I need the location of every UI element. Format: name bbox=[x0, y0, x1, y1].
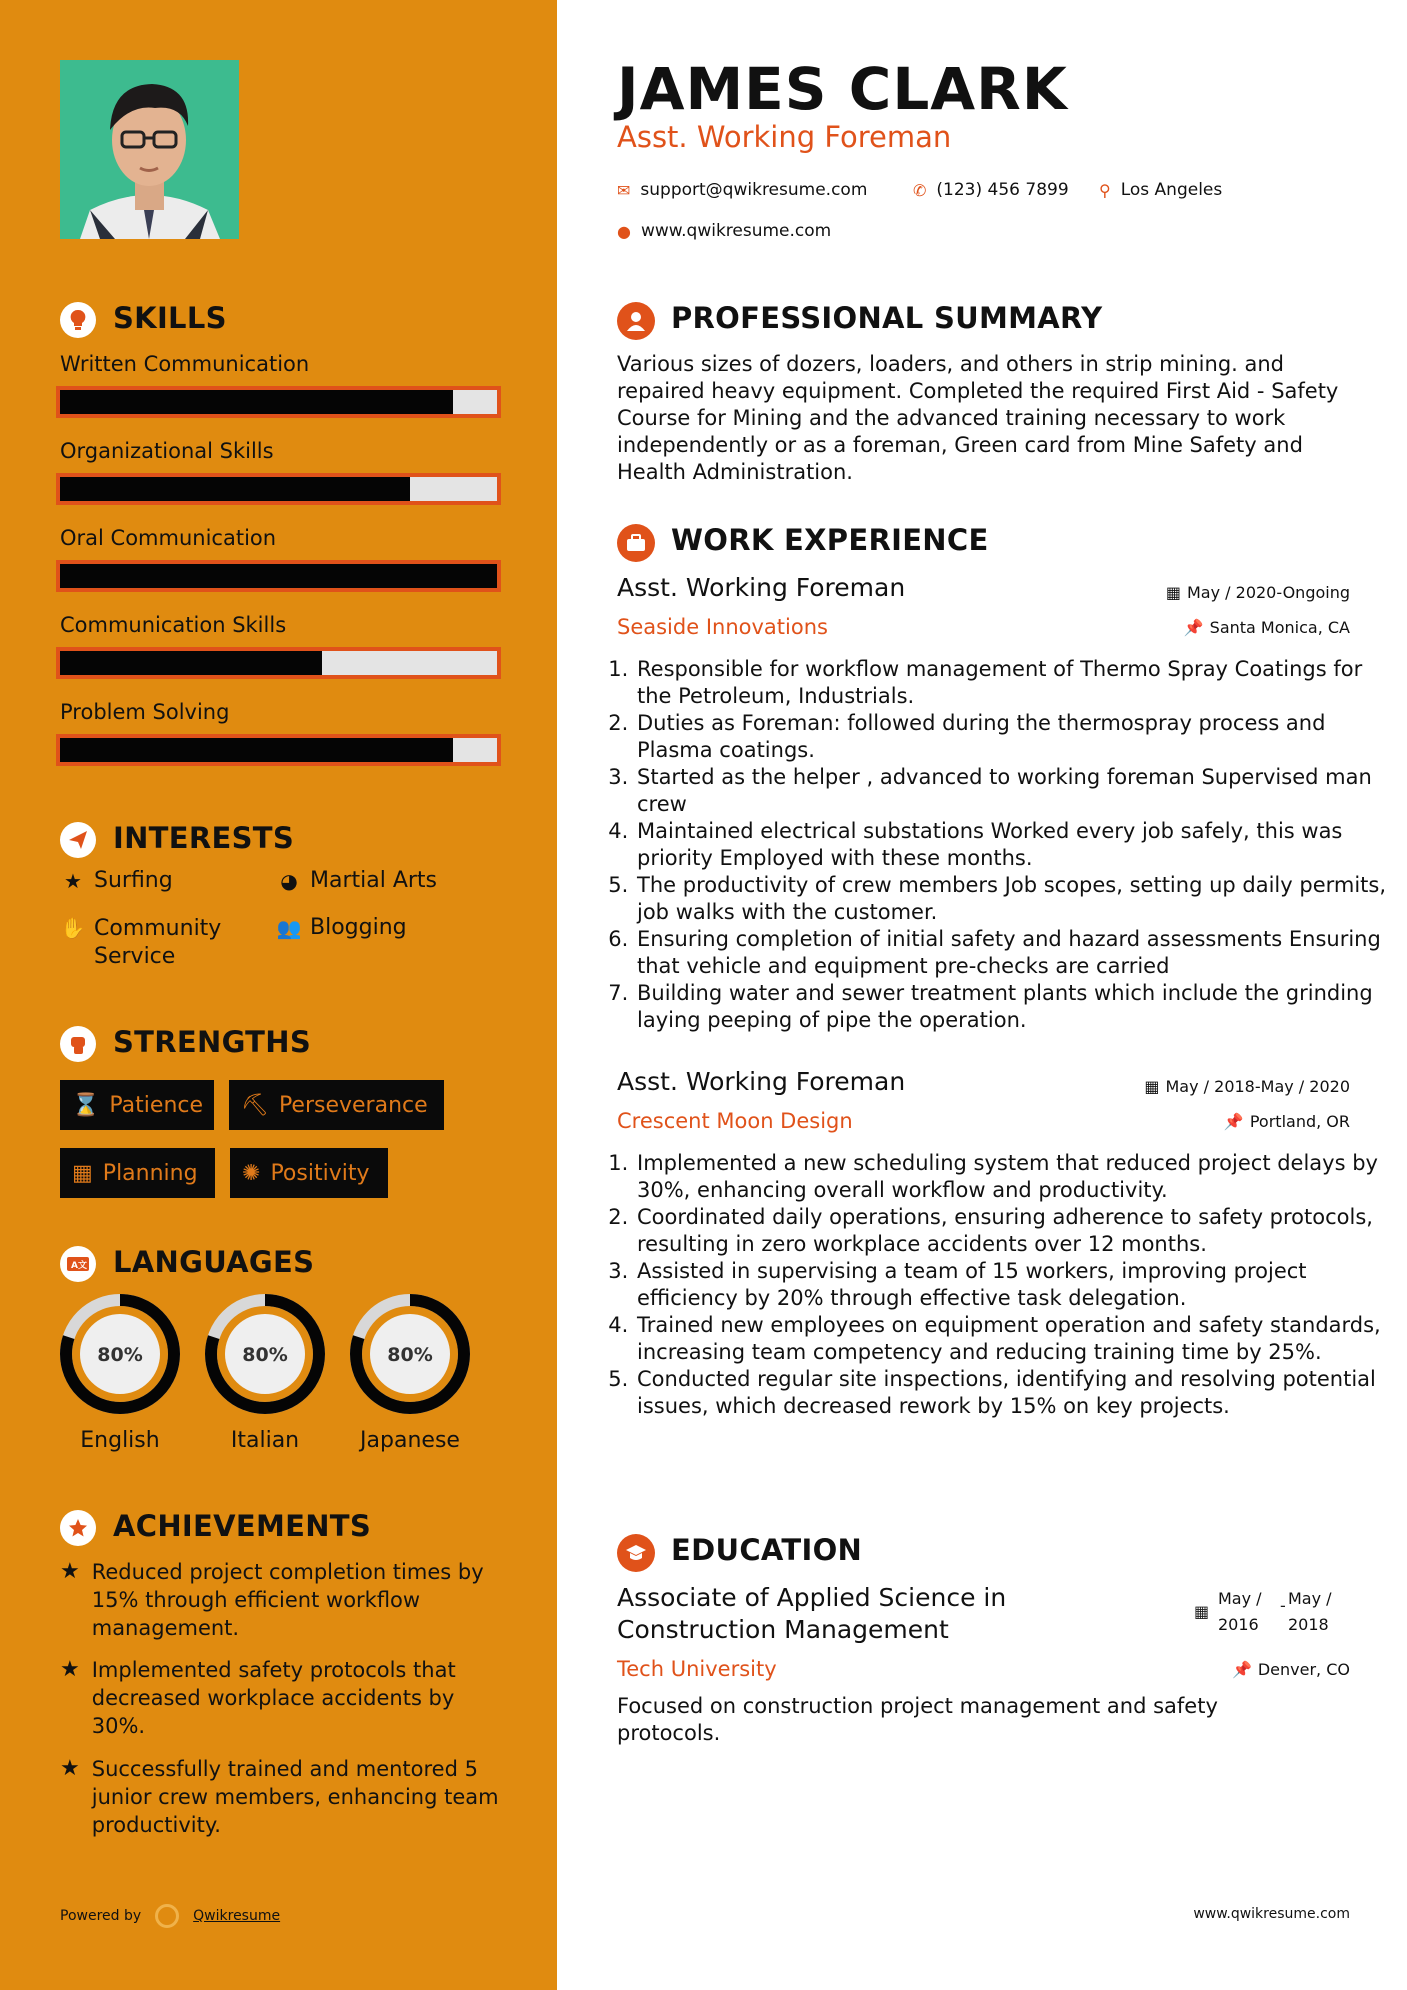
job-location-text: Santa Monica, CA bbox=[1209, 618, 1350, 637]
hourglass-icon: ⌛ bbox=[72, 1092, 100, 1118]
powered-by bbox=[60, 1904, 280, 1928]
contact-location bbox=[1099, 180, 1222, 200]
paper-plane-icon bbox=[60, 822, 96, 858]
job-location bbox=[1224, 1112, 1350, 1131]
achievement-item bbox=[60, 1755, 500, 1839]
calendar-icon: ▦ bbox=[1165, 583, 1181, 602]
hand-icon: ✋ bbox=[60, 916, 86, 940]
languages-heading: LANGUAGES bbox=[113, 1245, 315, 1279]
language-label: Japanese bbox=[360, 1428, 460, 1453]
qwikresume-link[interactable]: Qwikresume bbox=[193, 1908, 281, 1924]
duty-item: 6. Ensuring completion of initial safety and hazard assessments Ensuring that vehicle and equipment pre-checks are carried bbox=[635, 926, 1398, 980]
edu-location-text: Denver, CO bbox=[1257, 1660, 1350, 1679]
duty-item: 3. Assisted in supervising a team of 15 workers, improving project efficiency by 20% through effective task delegation. bbox=[635, 1258, 1398, 1312]
profile-photo bbox=[60, 60, 239, 239]
skill-bar bbox=[56, 734, 501, 766]
strength-label: Positivity bbox=[270, 1160, 370, 1186]
language-icon bbox=[60, 1246, 96, 1282]
strength-badge bbox=[60, 1148, 215, 1198]
star-icon: ★ bbox=[60, 1657, 80, 1682]
interest-label: Blogging bbox=[310, 915, 407, 940]
interest-item bbox=[276, 915, 476, 941]
skill-label: Organizational Skills bbox=[60, 439, 274, 463]
duty-item: 7. Building water and sewer treatment plants which include the grinding laying peeping of pipe the operation. bbox=[635, 980, 1398, 1034]
lightbulb-icon bbox=[60, 302, 96, 338]
job-dates bbox=[1144, 1077, 1350, 1096]
job-company: Crescent Moon Design bbox=[617, 1109, 853, 1133]
job-dates bbox=[1166, 583, 1350, 602]
avatar-illustration bbox=[60, 60, 239, 239]
duty-item: 1. Implemented a new scheduling system that reduced project delays by 30%, enhancing overall workflow and productivity. bbox=[635, 1150, 1398, 1204]
footer-url[interactable]: www.qwikresume.com bbox=[1193, 1906, 1350, 1922]
star-icon: ★ bbox=[60, 1559, 80, 1584]
language-ring bbox=[348, 1292, 472, 1420]
contact-website bbox=[617, 221, 831, 241]
users-icon: 👥 bbox=[276, 916, 302, 940]
job-dates-text: May / 2020-Ongoing bbox=[1187, 583, 1350, 602]
map-pin-icon: ⚲ bbox=[1099, 180, 1111, 200]
skill-label: Written Communication bbox=[60, 352, 310, 376]
interest-item bbox=[276, 868, 476, 894]
duty-item: 5. The productivity of crew members Job scopes, setting up daily permits, job walks with the customer. bbox=[635, 872, 1398, 926]
location-text: Los Angeles bbox=[1120, 180, 1223, 200]
calendar-icon: ▦ bbox=[1194, 1602, 1210, 1621]
user-icon bbox=[617, 302, 655, 340]
envelope-icon: ✉ bbox=[617, 180, 631, 200]
date-separator: - bbox=[1280, 1596, 1286, 1615]
candidate-title: Asst. Working Foreman bbox=[617, 120, 952, 154]
pin-icon: 📌 bbox=[1231, 1660, 1252, 1679]
duty-item: 4. Trained new employees on equipment operation and safety standards, increasing team competency and reducing training time by 25%. bbox=[635, 1312, 1398, 1366]
strength-badge bbox=[229, 1080, 444, 1130]
pin-icon: 📌 bbox=[1183, 618, 1204, 637]
language-percent: 80% bbox=[387, 1344, 433, 1366]
duty-item: 1. Responsible for workflow management of Thermo Spray Coatings for the Petroleum, Industrials. bbox=[635, 656, 1398, 710]
achievement-item bbox=[60, 1656, 500, 1740]
pin-icon: 📌 bbox=[1223, 1112, 1244, 1131]
language-percent: 80% bbox=[97, 1344, 143, 1366]
strength-label: Perseverance bbox=[278, 1092, 428, 1118]
job-company: Seaside Innovations bbox=[617, 615, 828, 639]
skill-bar-fill bbox=[60, 564, 497, 588]
summary-text: Various sizes of dozers, loaders, and others in strip mining. and repaired heavy equipment. Completed the required First Aid - Safety Course for Mining and the advanced training necessary to work independently or as a foreman, Green card from Mine Safety and Health Administration. bbox=[617, 352, 1339, 484]
summary-heading: PROFESSIONAL SUMMARY bbox=[671, 301, 1103, 335]
strength-label: Patience bbox=[109, 1092, 204, 1118]
main-content bbox=[557, 0, 1407, 1990]
language-percent: 80% bbox=[242, 1344, 288, 1366]
briefcase-icon bbox=[617, 524, 655, 562]
skill-bar-fill bbox=[60, 738, 453, 762]
achievement-text: Reduced project completion times by 15% through efficient workflow management. bbox=[91, 1560, 484, 1640]
language-ring bbox=[203, 1292, 327, 1420]
job-location-text: Portland, OR bbox=[1249, 1112, 1350, 1131]
duty-item: 4. Maintained electrical substations Worked every job safely, this was priority Employed with these months. bbox=[635, 818, 1398, 872]
achievements-heading: ACHIEVEMENTS bbox=[113, 1509, 372, 1543]
experience-heading: WORK EXPERIENCE bbox=[671, 523, 989, 557]
skill-label: Oral Communication bbox=[60, 526, 277, 550]
calendar-icon: ▦ bbox=[1144, 1077, 1160, 1096]
contact-email bbox=[617, 180, 867, 200]
candidate-name: JAMES CLARK bbox=[617, 55, 1068, 123]
skills-heading: SKILLS bbox=[113, 301, 227, 335]
job-duties-list bbox=[608, 656, 1398, 1034]
fist-icon bbox=[60, 1026, 96, 1062]
skill-bar bbox=[56, 473, 501, 505]
education-description: Focused on construction project management and safety protocols. bbox=[617, 1694, 1218, 1745]
email-text[interactable]: support@qwikresume.com bbox=[640, 180, 868, 200]
interest-label: Martial Arts bbox=[310, 868, 438, 893]
skill-bar-fill bbox=[60, 651, 322, 675]
school-name: Tech University bbox=[617, 1657, 777, 1681]
sun-icon: ✺ bbox=[242, 1160, 261, 1186]
edu-location bbox=[1232, 1660, 1350, 1679]
skill-label: Problem Solving bbox=[60, 700, 230, 724]
interests-heading: INTERESTS bbox=[113, 821, 295, 855]
phone-text[interactable]: (123) 456 7899 bbox=[936, 180, 1069, 200]
interest-label: Surfing bbox=[94, 868, 173, 893]
star-badge-icon bbox=[60, 1510, 96, 1546]
skill-bar bbox=[56, 386, 501, 418]
skill-label: Communication Skills bbox=[60, 613, 287, 637]
duty-item: 3. Started as the helper , advanced to working foreman Supervised man crew bbox=[635, 764, 1398, 818]
job-title: Asst. Working Foreman bbox=[617, 1067, 906, 1096]
star-icon: ★ bbox=[64, 869, 82, 893]
language-label: Italian bbox=[230, 1428, 300, 1453]
job-title: Asst. Working Foreman bbox=[617, 573, 906, 602]
achievement-item bbox=[60, 1558, 500, 1642]
duty-item: 2. Duties as Foreman: followed during the thermospray process and Plasma coatings. bbox=[635, 710, 1398, 764]
graduation-icon bbox=[617, 1534, 655, 1572]
svg-text:A文: A文 bbox=[71, 1261, 87, 1271]
calendar-icon: ▦ bbox=[72, 1160, 93, 1186]
qwikresume-logo-icon bbox=[155, 1904, 179, 1928]
skill-bar bbox=[56, 647, 501, 679]
achievement-text: Successfully trained and mentored 5 junior crew members, enhancing team productivity. bbox=[91, 1757, 499, 1837]
edu-start: May / 2016 bbox=[1218, 1589, 1262, 1634]
contact-phone bbox=[913, 180, 1069, 200]
skill-bar-fill bbox=[60, 390, 453, 414]
website-text[interactable]: www.qwikresume.com bbox=[640, 221, 832, 241]
globe-icon: ◕ bbox=[280, 869, 298, 893]
sidebar bbox=[0, 0, 557, 1990]
job-dates-text: May / 2018-May / 2020 bbox=[1165, 1077, 1350, 1096]
job-location bbox=[1184, 618, 1350, 637]
globe-icon: ● bbox=[617, 221, 631, 241]
education-heading: EDUCATION bbox=[671, 1533, 863, 1567]
interest-label: Community Service bbox=[94, 916, 222, 969]
duty-item: 5. Conducted regular site inspections, identifying and resolving potential issues, which decreased rework by 15% on key projects. bbox=[635, 1366, 1398, 1420]
strength-label: Planning bbox=[102, 1160, 198, 1186]
star-icon: ★ bbox=[60, 1756, 80, 1781]
interest-item bbox=[60, 868, 270, 894]
strength-badge bbox=[60, 1080, 214, 1130]
language-ring bbox=[58, 1292, 182, 1420]
achievement-text: Implemented safety protocols that decreased workplace accidents by 30%. bbox=[91, 1658, 456, 1738]
interest-item bbox=[60, 915, 260, 971]
duty-item: 2. Coordinated daily operations, ensuring adherence to safety protocols, resulting in zero workplace accidents over 12 months. bbox=[635, 1204, 1398, 1258]
powered-by-label: Powered by bbox=[60, 1908, 142, 1924]
strengths-heading: STRENGTHS bbox=[113, 1025, 312, 1059]
degree-title: Associate of Applied Science in Construction Management bbox=[617, 1583, 1007, 1644]
strength-badge bbox=[230, 1148, 388, 1198]
language-label: English bbox=[80, 1428, 160, 1453]
edu-end: May / 2018 bbox=[1288, 1589, 1332, 1634]
skill-bar bbox=[56, 560, 501, 592]
phone-icon: ✆ bbox=[913, 180, 927, 200]
skill-bar-fill bbox=[60, 477, 410, 501]
binoculars-icon: ⛏ bbox=[241, 1092, 269, 1118]
job-duties-list bbox=[608, 1150, 1398, 1420]
